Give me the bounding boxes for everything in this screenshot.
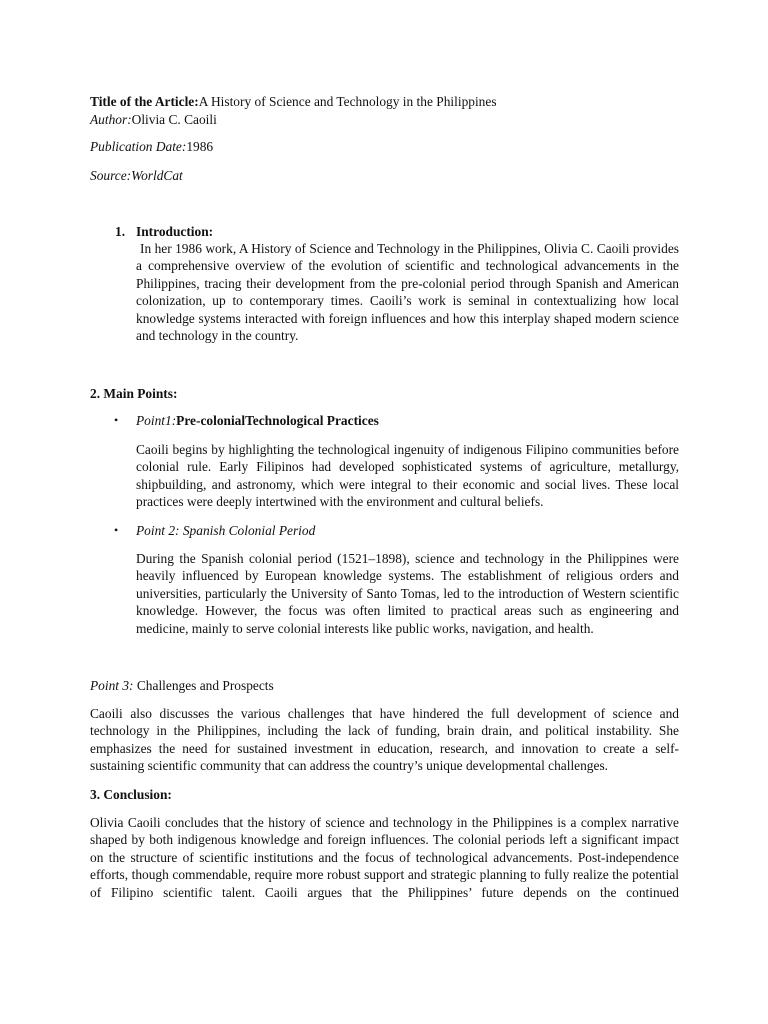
author-line [90,111,217,128]
introduction-title: Introduction: [136,224,214,239]
article-title: A History of Science and Technology in the Philippines [198,94,497,109]
source-label: Source: [90,168,132,183]
source-line [90,167,183,184]
introduction-body [136,240,679,344]
author-label: Author: [90,112,132,127]
publication-date-line [90,138,213,155]
introduction-heading [115,223,214,240]
point2-text: During the Spanish colonial period (1521–1898), science and technology in the Philippines were heavily influenced by European knowledge systems. The establishment of religious orders and universities, particularly the University of Santo Tomas, led to the introduction of Western scientific knowledge. However, the focus was often limited to practical areas such as engineering and medicine, mainly to serve colonial interests like public works, navigation, and health. [136,551,679,636]
title-label: Title of the Article: [90,94,199,109]
point1-text: Caoili begins by highlighting the technological ingenuity of indigenous Filipino communities before colonial rule. Early Filipinos had developed sophisticated systems of agriculture, metallurgy, shipbuilding, and astronomy, which were integral to their economic and social lives. These local practices were deeply intertwined with the environment and cultural beliefs. [136,442,679,510]
point2-label: Point 2: Spanish Colonial Period [136,523,316,538]
point1-label: Point1: [136,413,177,428]
point3-title: Challenges and Prospects [136,678,274,693]
publication-date-label: Publication Date: [90,139,187,154]
point1-body [136,441,679,511]
conclusion-text: Olivia Caoili concludes that the history of science and technology in the Philippines is a complex narrative shaped by both indigenous knowledge and foreign influences. The colonial periods left a significant impact on the structure of scientific institutions and the focus of technological advancements. Post-independence efforts, though commendable, require more robust support and strategic planning to fully realize the potential of Filipino scientific talent. Caoili argues that the Philippines’ future depends on the continued [90,815,679,900]
conclusion-heading: 3. Conclusion: [90,787,172,802]
point3-body [90,705,679,775]
author-name: Olivia C. Caoili [131,112,217,127]
source-value: WorldCat [131,168,183,183]
introduction-number: 1. [115,224,126,239]
main-points-heading: 2. Main Points: [90,386,178,401]
point3-heading [90,677,274,694]
bullet-icon: • [114,413,119,427]
bullet-icon: • [114,523,119,537]
article-title-line [90,93,497,110]
point3-text: Caoili also discusses the various challenges that have hindered the full development of science and technology in the Philippines, including the lack of funding, brain drain, and political instability. She emphasizes the need for sustained investment in education, research, and innovation to create a self-sustaining scientific community that can address the country’s unique developmental challenges. [90,706,679,774]
introduction-text: In her 1986 work, A History of Science and Technology in the Philippines, Olivia C. Caoili provides a comprehensive overview of the evolution of scientific and technological advancements in the Philippines, tracing their development from the pre-colonial period through Spanish and American colonization, up to contemporary times. Caoili’s work is seminal in contextualizing how local knowledge systems interacted with foreign influences and how this interplay shaped modern science and technology in the country. [136,241,679,344]
point1-title: Pre-colonialTechnological Practices [176,413,379,428]
conclusion-body [90,814,679,901]
point3-label: Point 3: [90,678,134,693]
point2-heading [136,522,315,539]
point2-body [136,550,679,637]
publication-date: 1986 [186,139,214,154]
point1-heading [136,412,379,429]
